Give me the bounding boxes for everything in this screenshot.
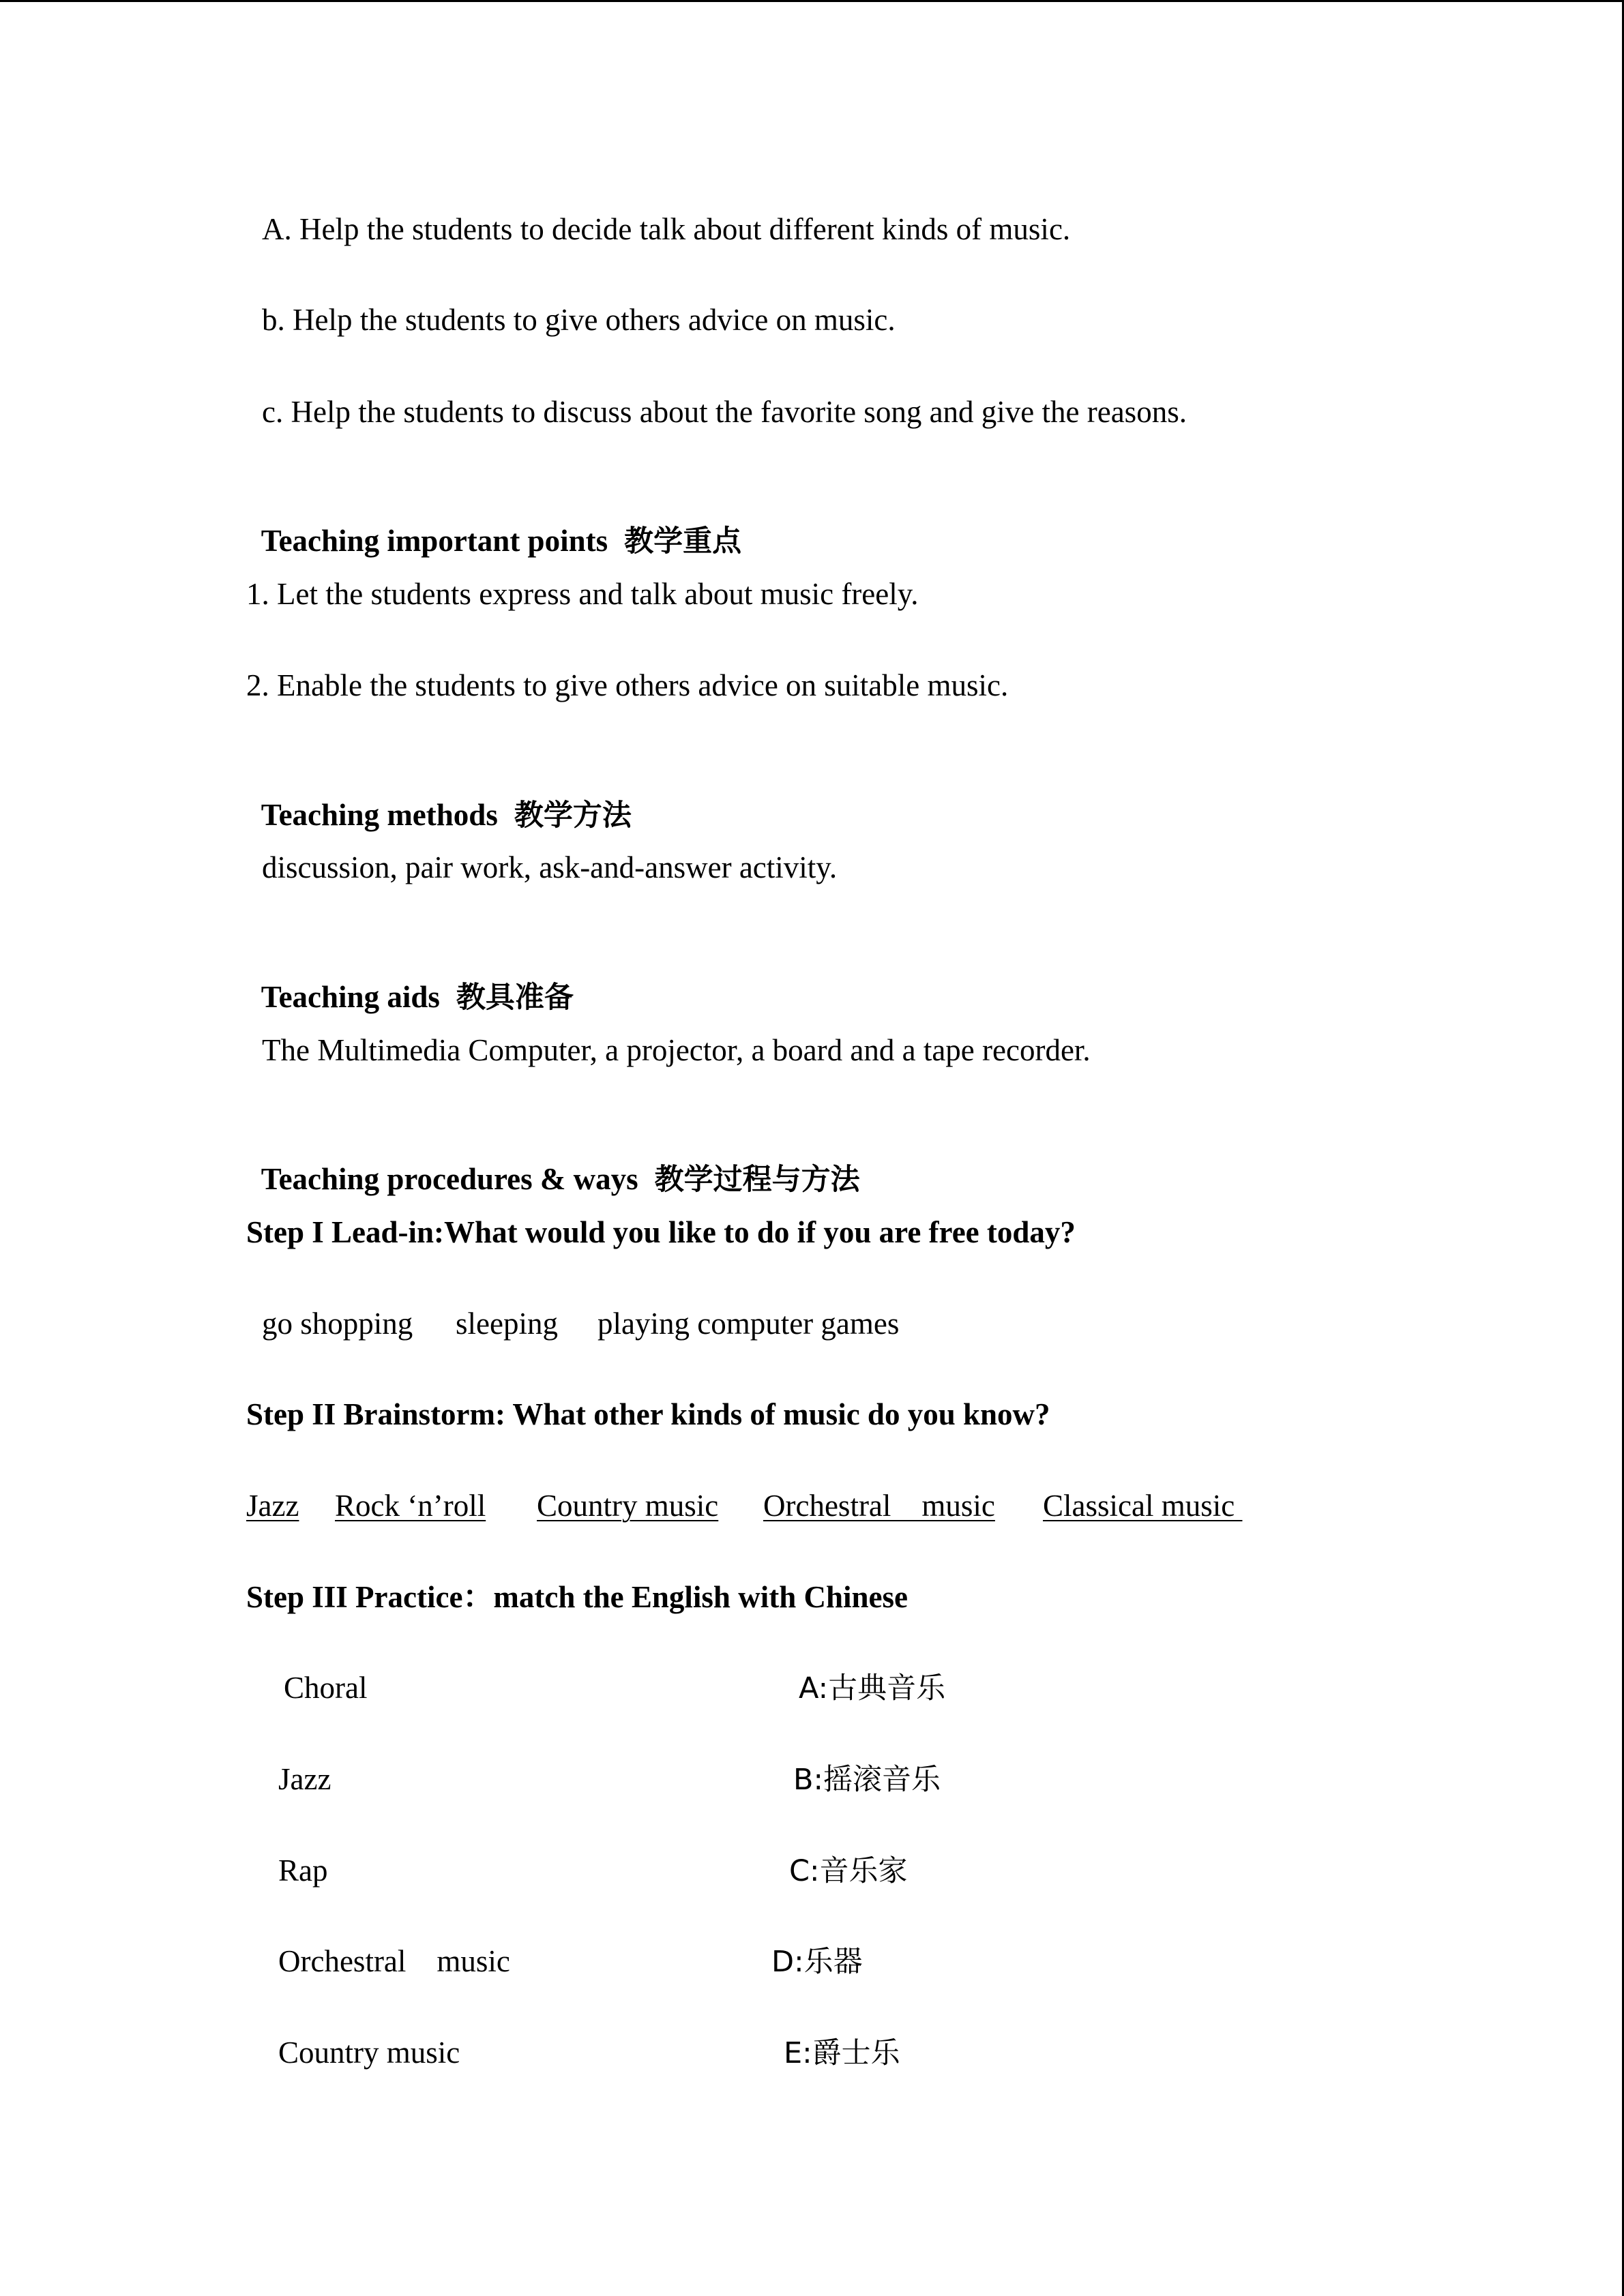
- page-border-top: [0, 0, 1624, 2]
- important-points-heading: [246, 483, 741, 561]
- methods-heading: [246, 758, 632, 835]
- step1-answers: [262, 1304, 1080, 1343]
- answer-computer-games: playing computer games: [597, 1307, 900, 1341]
- aids-heading-en: Teaching aids: [261, 980, 440, 1014]
- music-types-row: [246, 1487, 1338, 1525]
- chinese-option-c: C:音乐家: [789, 1854, 908, 1888]
- music-type-classical: Classical music: [1043, 1489, 1243, 1523]
- procedures-heading-en: Teaching procedures & ways: [261, 1162, 638, 1196]
- aids-heading: [246, 940, 574, 1017]
- methods-text: discussion, pair work, ask-and-answer activity.: [262, 850, 838, 884]
- music-type-country: Country music: [537, 1489, 719, 1523]
- methods-heading-en: Teaching methods: [261, 798, 498, 832]
- english-term-choral: Choral: [284, 1671, 368, 1705]
- music-type-orchestral: Orchestral music: [763, 1489, 995, 1523]
- objective-c: c. Help the students to discuss about the favorite song and give the reasons.: [262, 395, 1187, 429]
- methods-heading-cn: 教学方法: [514, 799, 632, 833]
- music-type-jazz: Jazz: [246, 1489, 299, 1523]
- objective-a: A. Help the students to decide talk about different kinds of music.: [262, 212, 1071, 246]
- english-term-rap: Rap: [278, 1853, 328, 1888]
- aids-text: The Multimedia Computer, a projector, a board and a tape recorder.: [262, 1033, 1091, 1067]
- step3-heading: Step III Practice：match the English with Chinese: [246, 1580, 908, 1614]
- important-point-2: 2. Enable the students to give others advice on suitable music.: [246, 668, 1009, 702]
- procedures-heading-cn: 教学过程与方法: [654, 1163, 860, 1197]
- aids-heading-cn: 教具准备: [456, 981, 574, 1015]
- music-type-rock: Rock ‘n’roll: [335, 1489, 486, 1523]
- chinese-option-d: D:乐器: [771, 1945, 863, 1979]
- objective-b: b. Help the students to give others advice on music.: [262, 303, 896, 337]
- chinese-option-b: B:摇滚音乐: [793, 1763, 941, 1797]
- english-term-orchestral: Orchestral music: [278, 1944, 510, 1978]
- chinese-option-e: E:爵士乐: [784, 2036, 900, 2070]
- answer-go-shopping: go shopping: [262, 1307, 413, 1341]
- chinese-option-a: A:古典音乐: [799, 1671, 946, 1705]
- important-point-1: 1. Let the students express and talk about music freely.: [246, 577, 919, 611]
- procedures-heading: [246, 1122, 860, 1199]
- step1-heading: Step I Lead-in:What would you like to do if you are free today?: [246, 1215, 1076, 1249]
- english-term-jazz: Jazz: [278, 1762, 331, 1796]
- important-points-heading-en: Teaching important points: [261, 524, 608, 558]
- important-points-heading-cn: 教学重点: [624, 524, 742, 558]
- english-term-country: Country music: [278, 2036, 460, 2070]
- answer-sleeping: sleeping: [456, 1307, 558, 1341]
- step2-heading: Step II Brainstorm: What other kinds of music do you know?: [246, 1397, 1050, 1431]
